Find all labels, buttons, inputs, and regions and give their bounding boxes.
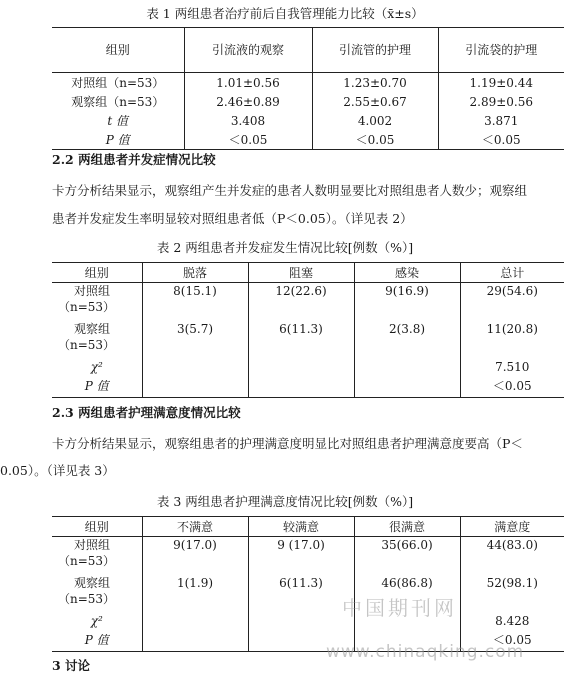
table2-chi-label: χ² <box>90 360 103 374</box>
table1-row1-group: 对照组（n=53） <box>71 75 165 90</box>
table3-chi-value: 8.428 <box>460 613 564 632</box>
table-row <box>52 575 564 613</box>
table3-header-col4: 满意度 <box>460 517 564 537</box>
table3-row1-col3: 35(66.0) <box>354 537 460 576</box>
table3-row2-col2: 6(11.3) <box>248 575 354 613</box>
table-row <box>52 359 564 378</box>
table2-p-value: ＜0.05 <box>460 378 564 398</box>
table-row <box>52 378 564 398</box>
table1-p-col1: ＜0.05 <box>184 130 312 150</box>
table3-p-empty3 <box>354 632 460 652</box>
table1-row1-col1: 1.01±0.56 <box>184 73 312 93</box>
table3-row1-group-name: 对照组 <box>74 538 111 552</box>
table3-caption: 表 3 两组患者护理满意度情况比较[例数（%）] <box>156 494 414 509</box>
table1-t-col3: 3.871 <box>438 111 564 130</box>
table3-row2-col1: 1(1.9) <box>142 575 248 613</box>
table3-row2-group-name: 观察组 <box>74 576 111 590</box>
table2-chi-value: 7.510 <box>460 359 564 378</box>
table2-header-group: 组别 <box>52 263 142 283</box>
section-2-3-para-line1: 卡方分析结果显示，观察组患者的护理满意度明显比对照组患者护理满意度要高（P＜ <box>52 436 523 451</box>
table2-chi-empty2 <box>248 359 354 378</box>
table3-header-col1: 不满意 <box>142 517 248 537</box>
table2-chi-empty3 <box>354 359 460 378</box>
table3-p-value: ＜0.05 <box>460 632 564 652</box>
table2-header-row <box>52 263 564 283</box>
table2-caption: 表 2 两组患者并发症发生情况比较[例数（%）] <box>156 240 414 255</box>
table3-row2-col3: 46(86.8) <box>354 575 460 613</box>
table1 <box>52 27 564 150</box>
table1-p-col2: ＜0.05 <box>312 130 438 150</box>
table2-row2-col1: 3(5.7) <box>142 321 248 359</box>
table3-row1-col4: 44(83.0) <box>460 537 564 576</box>
table2-p-empty3 <box>354 378 460 398</box>
table2-row2-col4: 11(20.8) <box>460 321 564 359</box>
table3-p-label: P 值 <box>84 633 109 647</box>
table-row <box>52 283 564 322</box>
table1-row1-col3: 1.19±0.44 <box>438 73 564 93</box>
table1-caption: 表 1 两组患者治疗前后自我管理能力比较（x̄±s） <box>146 6 424 21</box>
table1-p-col3: ＜0.05 <box>438 130 564 150</box>
table2-p-empty2 <box>248 378 354 398</box>
table1-header-col1: 引流液的观察 <box>184 28 312 73</box>
table1-row2-col2: 2.55±0.67 <box>312 92 438 111</box>
table2-row2-col3: 2(3.8) <box>354 321 460 359</box>
table1-header-row <box>52 28 564 73</box>
table2-row1-col3: 9(16.9) <box>354 283 460 322</box>
table2-row2-group-n: （n=53） <box>58 338 116 352</box>
table-row <box>52 92 564 111</box>
table2-row1-group-n: （n=53） <box>58 300 116 314</box>
table3-header-row <box>52 517 564 537</box>
table3-chi-empty2 <box>248 613 354 632</box>
section-2-2-para-line1: 卡方分析结果显示，观察组产生并发症的患者人数明显要比对照组患者人数少；观察组 <box>52 183 528 198</box>
table-row <box>52 632 564 652</box>
table2-header-col4: 总计 <box>460 263 564 283</box>
table3-row2-group <box>52 575 142 613</box>
table-row <box>52 73 564 93</box>
table-row <box>52 613 564 632</box>
table-row <box>52 537 564 576</box>
table1-t-col2: 4.002 <box>312 111 438 130</box>
table-row <box>52 321 564 359</box>
table3-header-group: 组别 <box>52 517 142 537</box>
table-row <box>52 111 564 130</box>
table2-row2-col2: 6(11.3) <box>248 321 354 359</box>
table3-chi-empty1 <box>142 613 248 632</box>
table3-header-col3: 很满意 <box>354 517 460 537</box>
table2-row1-col4: 29(54.6) <box>460 283 564 322</box>
table-row <box>52 130 564 150</box>
table2 <box>52 262 564 398</box>
table2-row1-group <box>52 283 142 322</box>
table2-p-label: P 值 <box>84 379 109 393</box>
table3-header-col2: 较满意 <box>248 517 354 537</box>
table2-header-col2: 阻塞 <box>248 263 354 283</box>
table2-p-empty1 <box>142 378 248 398</box>
table3-row1-group-n: （n=53） <box>58 554 116 568</box>
section-2-2-heading: 2.2 两组患者并发症情况比较 <box>52 152 216 167</box>
watermark-site-name: 中国期刊网 <box>342 596 457 620</box>
table2-row1-group-name: 对照组 <box>74 284 111 298</box>
table1-t-label: t 值 <box>107 113 129 128</box>
table1-p-label: P 值 <box>105 132 130 147</box>
table1-row2-col3: 2.89±0.56 <box>438 92 564 111</box>
table1-row2-col1: 2.46±0.89 <box>184 92 312 111</box>
table3-chi-label: χ² <box>90 614 103 628</box>
table2-row1-col1: 8(15.1) <box>142 283 248 322</box>
table3-row2-group-n: （n=53） <box>58 592 116 606</box>
table2-chi-empty1 <box>142 359 248 378</box>
table3-row1-col1: 9(17.0) <box>142 537 248 576</box>
table1-row2-group: 观察组（n=53） <box>71 94 165 109</box>
table3-p-empty2 <box>248 632 354 652</box>
table3 <box>52 516 564 652</box>
table2-row1-col2: 12(22.6) <box>248 283 354 322</box>
section-3-heading: 3 讨论 <box>52 658 91 673</box>
table3-row2-col4: 52(98.1) <box>460 575 564 613</box>
table2-row2-group-name: 观察组 <box>74 322 111 336</box>
table1-header-col3: 引流袋的护理 <box>438 28 564 73</box>
section-2-2-para-line2: 患者并发症发生率明显较对照组患者低（P＜0.05）。（详见表 2） <box>52 211 413 226</box>
table2-header-col1: 脱落 <box>142 263 248 283</box>
table1-header-col2: 引流管的护理 <box>312 28 438 73</box>
table1-row1-col2: 1.23±0.70 <box>312 73 438 93</box>
table2-header-col3: 感染 <box>354 263 460 283</box>
table3-row1-col2: 9 (17.0) <box>248 537 354 576</box>
table1-t-col1: 3.408 <box>184 111 312 130</box>
table2-row2-group <box>52 321 142 359</box>
section-2-3-heading: 2.3 两组患者护理满意度情况比较 <box>52 405 241 420</box>
table3-p-empty1 <box>142 632 248 652</box>
table3-row1-group <box>52 537 142 576</box>
section-2-3-para-line2: 0.05）。（详见表 3） <box>0 463 115 478</box>
watermark-url: www.chinaqking.com <box>326 642 525 662</box>
table1-header-group: 组别 <box>52 28 184 73</box>
table3-chi-empty3 <box>354 613 460 632</box>
